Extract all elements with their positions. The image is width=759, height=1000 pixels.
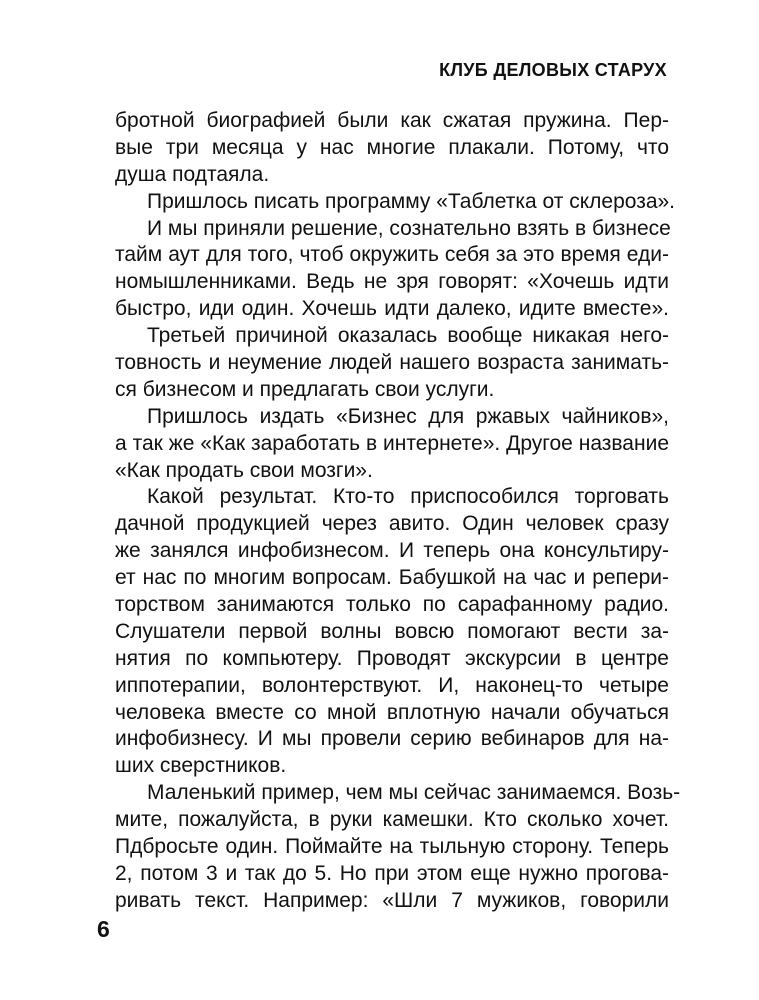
text-line: «Как продать свои мозги». — [115, 458, 373, 482]
page-number: 6 — [97, 916, 110, 942]
text-line: мите, пожалуйста, в руки камешки. Кто сколько хочет. — [115, 808, 669, 832]
text-line: дачной продукцией через авито. Один человек сразу — [115, 512, 669, 536]
text-line: товность и неумение людей нашего возраста занимать- — [115, 351, 669, 375]
text-line: Пришлось писать программу «Таблетка от склероза». — [147, 189, 676, 213]
text-line: ся бизнесом и предлагать свои услуги. — [115, 377, 495, 401]
text-line: бротной биографией были как сжатая пружина. Пер- — [115, 109, 669, 132]
text-line: И мы приняли решение, сознательно взять в бизнесе — [147, 216, 671, 240]
text-line: Пдбросьте один. Поймайте на тыльную сторону. Теперь — [115, 835, 669, 859]
text-line: Третьей причиной оказалась вообще никакая него- — [147, 324, 669, 348]
text-line: быстро, иди один. Хочешь идти далеко, идите вместе». — [115, 297, 669, 321]
text-line: Слушатели первой волны вовсю помогают вести за- — [115, 619, 669, 643]
text-line: ет нас по многим вопросам. Бабушкой на час и репери- — [115, 566, 669, 590]
text-line: 2, потом 3 и так до 5. Но при этом еще нужно прогова- — [115, 861, 669, 885]
running-header: КЛУБ ДЕЛОВЫХ СТАРУХ — [439, 60, 667, 80]
text-line: иппотерапии, волонтерствуют. И, наконец-то четыре — [115, 673, 669, 697]
text-line: ривать текст. Например: «Шли 7 мужиков, говорили — [115, 888, 669, 912]
text-line: тайм аут для того, чтоб окружить себя за это время еди- — [115, 243, 669, 267]
text-line: Пришлось издать «Бизнес для ржавых чайников», — [147, 404, 669, 428]
text-line: Какой результат. Кто-то приспособился торговать — [147, 485, 669, 509]
text-line: торством занимаются только по сарафанному радио. — [115, 593, 669, 617]
text-line: номышленниками. Ведь не зря говорят: «Хочешь идти — [115, 270, 669, 294]
text-line: вые три месяца у нас многие плакали. Потому, что — [115, 135, 669, 159]
text-line: человека вместе со мной вплотную начали обучаться — [115, 700, 669, 724]
text-line: ших сверстников. — [115, 754, 287, 778]
text-line: инфобизнесу. И мы провели серию вебинаров для на- — [115, 727, 669, 751]
text-line: же занялся инфобизнесом. И теперь она консультиру- — [115, 539, 669, 563]
text-line: Маленький пример, чем мы сейчас занимаемся. Возь- — [147, 781, 681, 805]
body-text — [115, 108, 681, 915]
text-line: нятия по компьютеру. Проводят экскурсии в центре — [115, 646, 669, 670]
text-line: душа подтаяла. — [115, 162, 270, 186]
text-line: а так же «Как заработать в интернете». Другое название — [115, 431, 669, 455]
